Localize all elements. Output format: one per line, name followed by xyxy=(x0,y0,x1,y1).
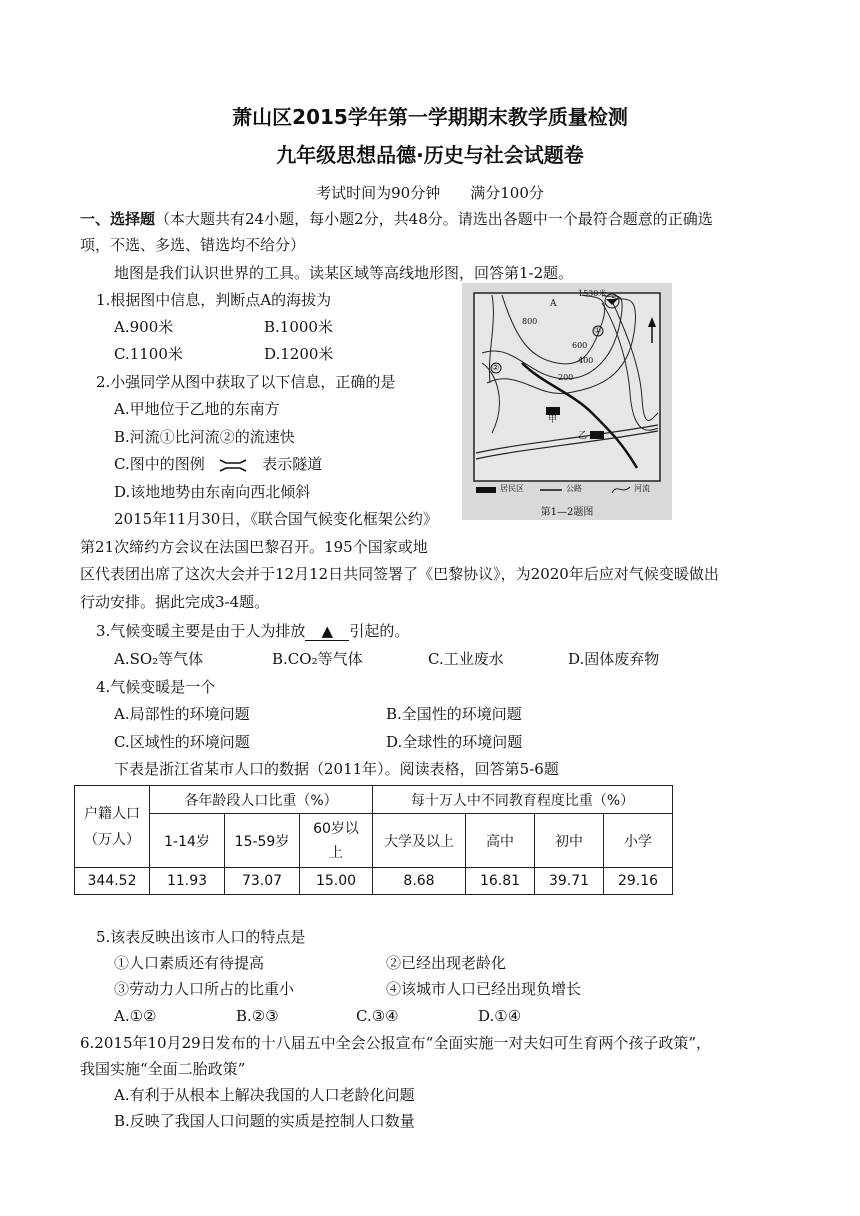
q2-stem: 2.小强同学从图中获取了以下信息，正确的是 xyxy=(96,373,396,391)
q2-option-d: D.该地地势由东南向西北倾斜 xyxy=(114,483,311,501)
intro-1-2: 地图是我们认识世界的工具。读某区域等高线地形图，回答第1-2题。 xyxy=(114,264,574,282)
q1-option-c: C.1100米 xyxy=(114,345,183,363)
cell-age-1-14: 11.93 xyxy=(150,868,225,895)
q6-option-b: B.反映了我国人口问题的实质是控制人口数量 xyxy=(114,1112,415,1130)
q6-option-a: A.有利于从根本上解决我国的人口老龄化问题 xyxy=(114,1086,415,1104)
cell-edu-highschool: 16.81 xyxy=(466,868,535,895)
q3-option-a: A.SO₂等气体 xyxy=(114,650,204,668)
tunnel-symbol-icon xyxy=(218,456,248,474)
q3-option-d: D.固体废弃物 xyxy=(568,650,660,668)
section-instructions xyxy=(80,208,713,230)
q5-option-d: D.①④ xyxy=(478,1007,522,1025)
q2-option-c-text: C.图中的图例 xyxy=(114,455,205,473)
cell-age-60: 15.00 xyxy=(300,868,373,895)
q2-option-b: B.河流①比河流②的流速快 xyxy=(114,428,295,446)
th-edu-university: 大学及以上 xyxy=(373,814,466,868)
q5-statement-4: ④该城市人口已经出现负增长 xyxy=(386,980,582,998)
map-legend-road: 公路 xyxy=(566,484,582,493)
q4-option-d: D.全球性的环境问题 xyxy=(386,733,523,751)
th-edu-middle: 初中 xyxy=(535,814,604,868)
th-age-60 xyxy=(300,814,373,868)
intro-3-4-line1: 2015年11月30日，《联合国气候变化框架公约》 xyxy=(114,510,438,528)
cell-edu-university: 8.68 xyxy=(373,868,466,895)
q5-statement-1: ①人口素质还有待提高 xyxy=(114,954,265,972)
q4-option-b: B.全国性的环境问题 xyxy=(386,705,522,723)
q3-stem-before: 3.气候变暖主要是由于人为排放 xyxy=(96,622,306,640)
contour-map xyxy=(462,283,672,520)
q5-stem: 5.该表反映出该市人口的特点是 xyxy=(96,928,306,946)
population-table xyxy=(74,785,673,895)
q6-stem-line1: 6.2015年10月29日发布的十八届五中全会公报宣布“全面实施一对夫妇可生育两个孩子政策”， xyxy=(80,1034,711,1052)
cell-registered: 344.52 xyxy=(75,868,150,895)
q3-stem-after: 引起的。 xyxy=(349,622,410,640)
section-heading: 一、选择题 xyxy=(80,210,156,228)
intro-3-4-line3: 区代表团出席了这次大会并于12月12日共同签署了《巴黎协议》，为2020年后应对气候变暖做出 xyxy=(80,565,719,583)
map-label-river2: ② xyxy=(492,363,500,372)
q2-option-a: A.甲地位于乙地的东南方 xyxy=(114,400,280,418)
map-label-600: 600 xyxy=(572,341,588,350)
q5-statement-2: ②已经出现老龄化 xyxy=(386,954,507,972)
table-row xyxy=(75,868,673,895)
q3-option-b: B.CO₂等气体 xyxy=(272,650,363,668)
q6-stem-line2: 我国实施“全面二胎政策” xyxy=(80,1060,246,1078)
th-registered-line1: 户籍人口 xyxy=(84,805,140,822)
q1-option-d: D.1200米 xyxy=(264,345,334,363)
map-label-peak: 1530米 xyxy=(578,289,607,298)
q1-stem: 1.根据图中信息，判断点A的海拔为 xyxy=(96,291,332,309)
intro-3-4-line4: 行动安排。据此完成3-4题。 xyxy=(80,593,270,611)
th-edu-primary: 小学 xyxy=(604,814,673,868)
cell-edu-primary: 29.16 xyxy=(604,868,673,895)
th-edu-highschool: 高中 xyxy=(466,814,535,868)
map-label-a: A xyxy=(550,299,557,309)
map-label-yi: 乙 xyxy=(578,431,588,441)
q3-blank: ▲ xyxy=(305,622,349,641)
instructions-line1: （本大题共有24小题，每小题2分，共48分。请选出各题中一个最符合题意的正确选 xyxy=(155,210,713,228)
th-registered-line2: （万人） xyxy=(84,831,140,848)
exam-title: 萧山区2015学年第一学期期末教学质量检测 xyxy=(232,105,628,129)
q1-option-a: A.900米 xyxy=(114,318,174,336)
cell-edu-middle: 39.71 xyxy=(535,868,604,895)
q4-stem: 4.气候变暖是一个 xyxy=(96,678,216,696)
q4-option-c: C.区域性的环境问题 xyxy=(114,733,250,751)
map-legend-settlement: 居民区 xyxy=(500,484,524,493)
th-age-1-14: 1-14岁 xyxy=(150,814,225,868)
exam-subtitle: 九年级思想品德·历史与社会试题卷 xyxy=(276,143,584,167)
q5-statement-3: ③劳动力人口所占的比重小 xyxy=(114,980,295,998)
map-label-400: 400 xyxy=(578,356,594,365)
instructions-line2: 项，不选、多选、错选均不给分） xyxy=(80,236,306,254)
q3-stem xyxy=(96,620,409,642)
map-label-200: 200 xyxy=(558,373,574,382)
exam-info: 考试时间为90分钟 满分100分 xyxy=(316,184,544,202)
intro-3-4-line2: 第21次缔约方会议在法国巴黎召开。195个国家或地 xyxy=(80,538,428,556)
q5-option-c: C.③④ xyxy=(356,1007,399,1025)
q3-option-c: C.工业废水 xyxy=(428,650,504,668)
q2-option-c xyxy=(114,453,322,475)
q1-option-b: B.1000米 xyxy=(264,318,333,336)
q5-option-a: A.①② xyxy=(114,1007,157,1025)
th-age-15-59: 15-59岁 xyxy=(225,814,300,868)
th-age-60-line2: 上 xyxy=(329,844,343,861)
map-label-jia: 甲 xyxy=(548,415,558,425)
map-label-river1: ① xyxy=(594,326,602,335)
q2-option-c-text2: 表示隧道 xyxy=(262,455,323,473)
th-registered xyxy=(75,786,150,868)
intro-5-6: 下表是浙江省某市人口的数据（2011年）。阅读表格，回答第5-6题 xyxy=(114,760,559,778)
th-age-group: 各年龄段人口比重（%） xyxy=(150,786,373,814)
q4-option-a: A.局部性的环境问题 xyxy=(114,705,250,723)
map-legend-river: 河流 xyxy=(634,484,650,493)
q5-option-b: B.②③ xyxy=(236,1007,279,1025)
map-caption: 第1—2题图 xyxy=(540,507,594,518)
th-edu-group: 每十万人中不同教育程度比重（%） xyxy=(373,786,673,814)
cell-age-15-59: 73.07 xyxy=(225,868,300,895)
map-label-800: 800 xyxy=(522,317,538,326)
th-age-60-line1: 60岁以 xyxy=(313,820,359,837)
